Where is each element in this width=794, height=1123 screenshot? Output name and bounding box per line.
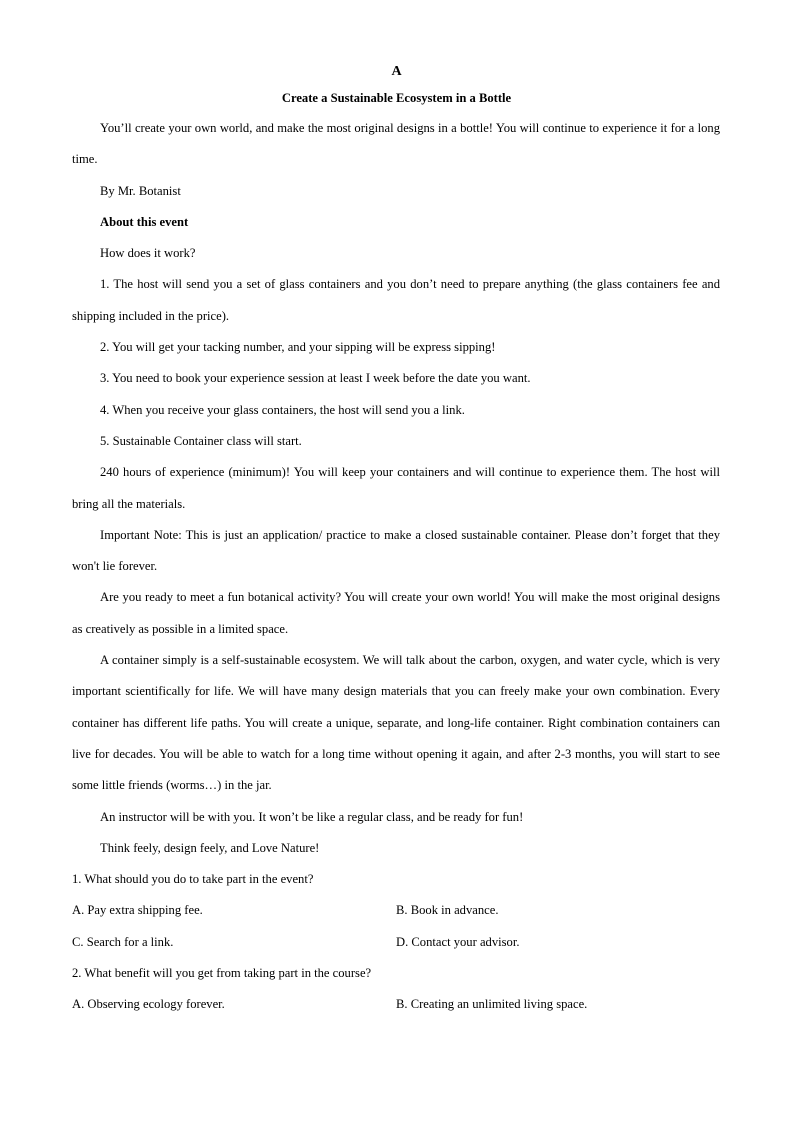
paragraph-step-2: 2. You will get your tacking number, and your sipping will be express sipping!	[100, 340, 496, 355]
question-1-option-c: C. Search for a link.	[72, 934, 174, 949]
section-letter: A	[391, 64, 402, 79]
question-1-option-d: D. Contact your advisor.	[396, 934, 520, 949]
paragraph-step-4: 4. When you receive your glass containers, the host will send you a link.	[100, 402, 465, 417]
paragraph-container: A container simply is a self-sustainable ecosystem. We will talk about the carbon, oxygen, and water cycle, which is very important scientifically for life. We will have many design materials that you can freely make your own combination. Every container has different life paths. You will create a unique, separate, and long-life container. Right combination containers can live for decades. You will be able to watch for a long time without opening it again, and after 2-3 months, you will start to see some little friends (worms…) in the jar.	[72, 653, 720, 793]
question-2-option-a: A. Observing ecology forever.	[72, 997, 225, 1012]
section-heading-about: About this event	[100, 214, 189, 229]
paragraph-note: Important Note: This is just an application/ practice to make a closed sustainable container. Please don’t forget that they won't lie forever.	[72, 527, 720, 574]
question-1-option-b: B. Book in advance.	[396, 903, 499, 918]
question-1-stem: 1. What should you do to take part in the event?	[72, 872, 314, 887]
paragraph-step-3: 3. You need to book your experience session at least I week before the date you want.	[100, 371, 531, 386]
paragraph-author: By Mr. Botanist	[100, 183, 181, 198]
paragraph-step-1: 1. The host will send you a set of glass containers and you don’t need to prepare anything (the glass containers fee and shipping included in the price).	[72, 277, 720, 323]
question-2-option-b: B. Creating an unlimited living space.	[396, 997, 588, 1012]
question-2-options-row-1	[72, 989, 720, 1020]
paragraph-intro: You’ll create your own world, and make the most original designs in a bottle! You will continue to experience it for a long time.	[72, 121, 720, 167]
document-page	[72, 60, 720, 1021]
question-2-stem: 2. What benefit will you get from taking part in the course?	[72, 966, 372, 981]
paragraph-slogan: Think feely, design feely, and Love Nature!	[100, 840, 320, 855]
paragraph-ready: Are you ready to meet a fun botanical activity? You will create your own world! You will make the most original designs as creatively as possible in a limited space.	[72, 590, 720, 636]
paragraph-how: How does it work?	[100, 246, 196, 261]
paragraph-instructor: An instructor will be with you. It won’t be like a regular class, and be ready for fun!	[100, 809, 524, 824]
paragraph-step-5: 5. Sustainable Container class will start.	[100, 433, 302, 448]
question-1-options-row-1	[72, 895, 720, 926]
paragraph-hours: 240 hours of experience (minimum)! You will keep your containers and will continue to experience them. The host will bring all the materials.	[72, 465, 720, 511]
passage-title: Create a Sustainable Ecosystem in a Bottle	[281, 91, 512, 105]
question-1-option-a: A. Pay extra shipping fee.	[72, 903, 203, 918]
question-1-options-row-2	[72, 927, 720, 958]
